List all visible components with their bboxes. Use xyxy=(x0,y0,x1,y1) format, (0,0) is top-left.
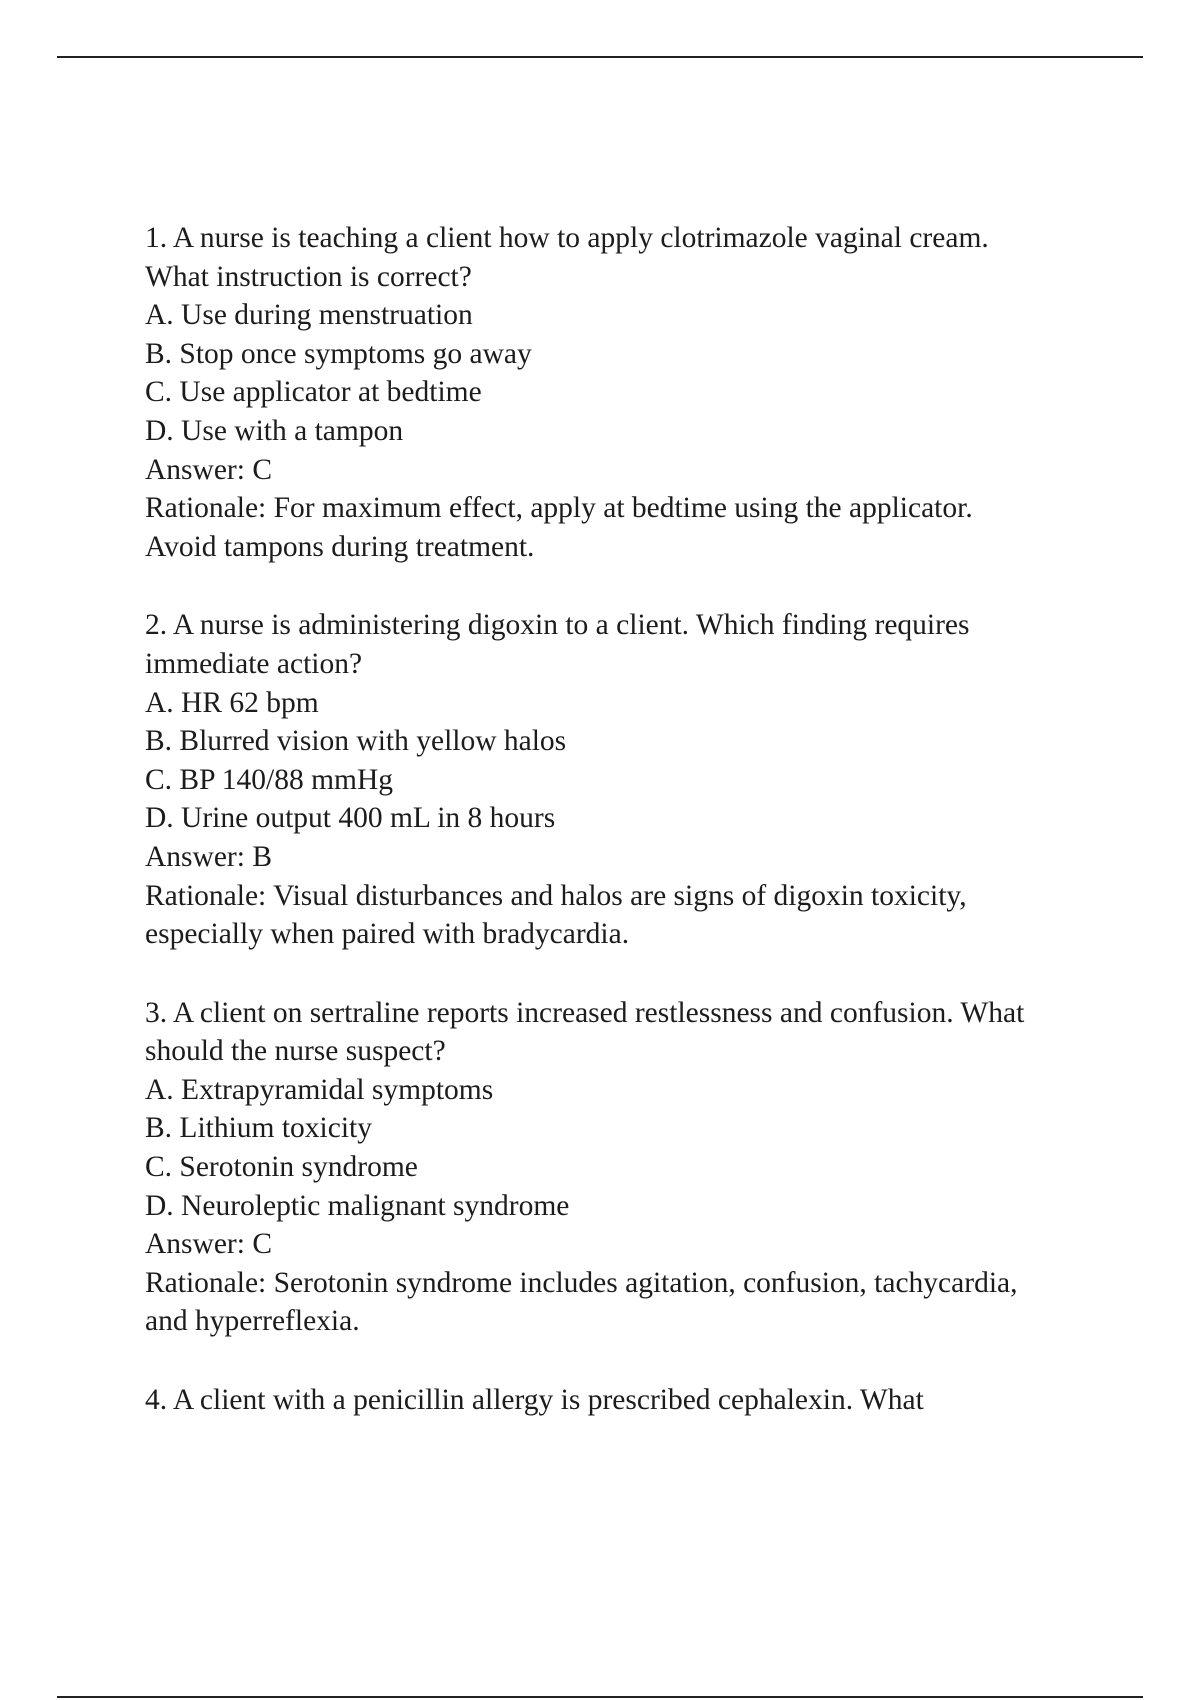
option-c: C. BP 140/88 mmHg xyxy=(145,763,394,796)
option-d: D. Urine output 400 mL in 8 hours xyxy=(145,802,556,835)
rationale: Rationale: For maximum effect, apply at bedtime using the applicator. Avoid tampons during treatment. xyxy=(145,492,973,563)
question-stem: 2. A nurse is administering digoxin to a client. Which finding requires immediate action? xyxy=(145,609,970,680)
bottom-rule xyxy=(57,1696,1143,1698)
question-stem: 1. A nurse is teaching a client how to apply clotrimazole vaginal cream. What instruction is correct? xyxy=(145,222,989,293)
question-1 xyxy=(145,219,1045,566)
answer-line: Answer: C xyxy=(145,1228,273,1261)
option-c: C. Use applicator at bedtime xyxy=(145,376,482,409)
option-a: A. Use during menstruation xyxy=(145,299,473,332)
answer-line: Answer: B xyxy=(145,840,273,873)
question-4 xyxy=(145,1381,1045,1420)
option-b: B. Lithium toxicity xyxy=(145,1112,372,1145)
rationale: Rationale: Serotonin syndrome includes agitation, confusion, tachycardia, and hyperreflexia. xyxy=(145,1266,1018,1338)
top-rule xyxy=(57,56,1143,58)
option-a: A. HR 62 bpm xyxy=(145,686,319,719)
question-3 xyxy=(145,994,1045,1341)
option-d: D. Use with a tampon xyxy=(145,414,404,447)
question-stem: 4. A client with a penicillin allergy is prescribed cephalexin. What xyxy=(145,1384,924,1417)
option-a: A. Extrapyramidal symptoms xyxy=(145,1073,494,1106)
option-b: B. Blurred vision with yellow halos xyxy=(145,725,567,758)
option-d: D. Neuroleptic malignant syndrome xyxy=(145,1189,570,1222)
option-b: B. Stop once symptoms go away xyxy=(145,337,532,370)
question-stem: 3. A client on sertraline reports increased restlessness and confusion. What should the nurse suspect? xyxy=(145,996,1025,1068)
document-body xyxy=(145,219,1045,1460)
option-c: C. Serotonin syndrome xyxy=(145,1151,418,1184)
rationale: Rationale: Visual disturbances and halos are signs of digoxin toxicity, especially when paired with bradycardia. xyxy=(145,879,967,951)
question-2 xyxy=(145,606,1045,953)
answer-line: Answer: C xyxy=(145,453,273,486)
